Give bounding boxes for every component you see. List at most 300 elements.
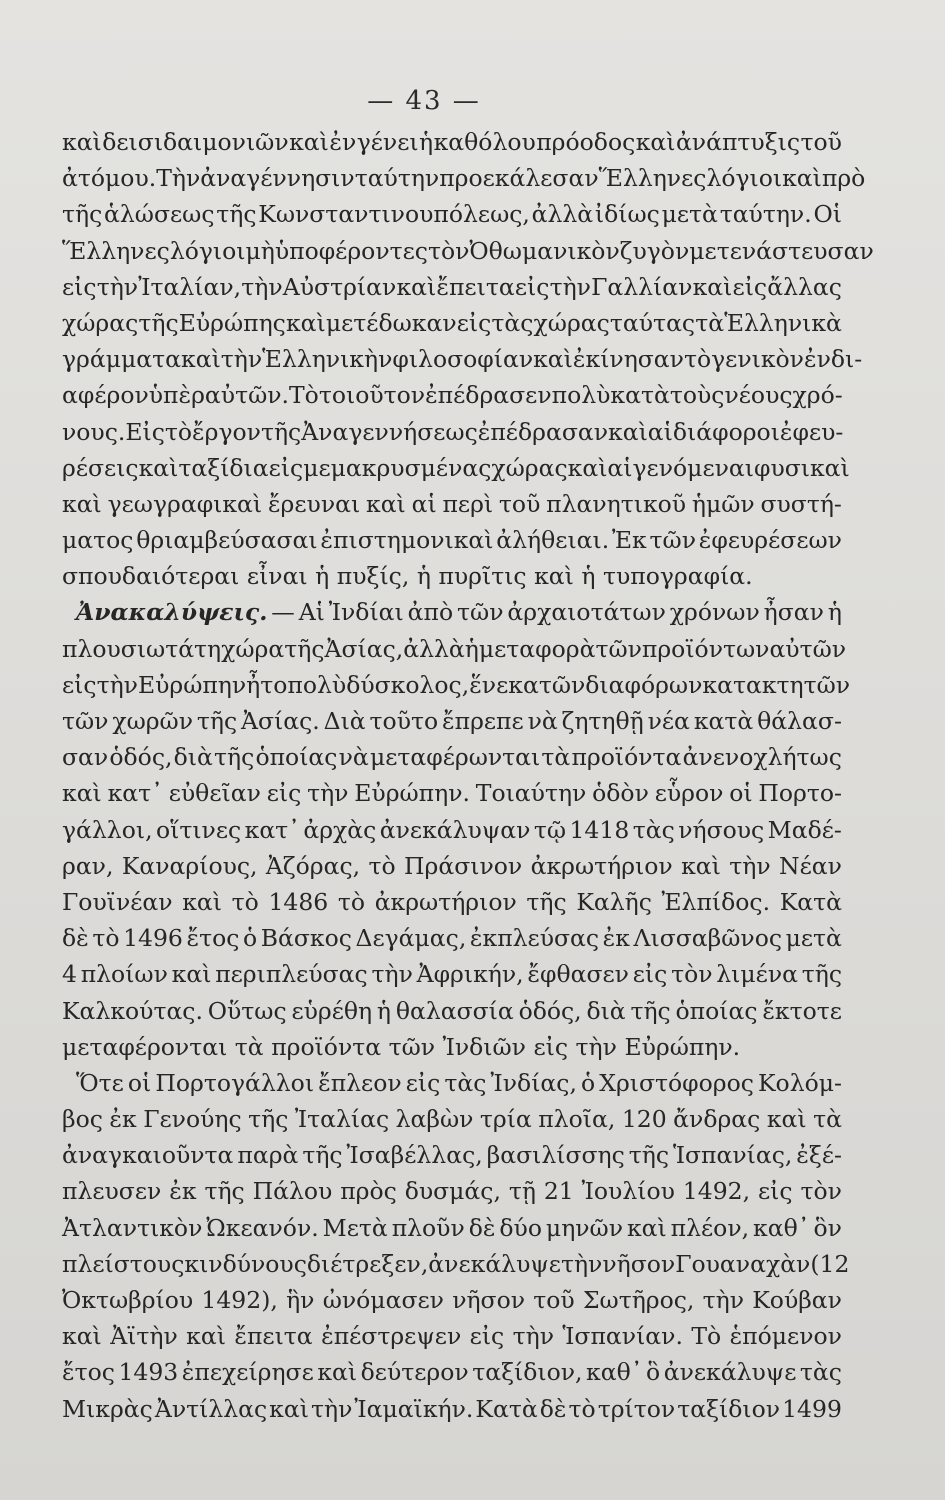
word: Δεγάμας, [355,924,467,953]
word: μετὰ [661,200,718,229]
word: μετέδωκαν [325,308,457,337]
word: καθόλου [433,128,536,156]
word: προεκάλεσαν [439,164,599,193]
word: τὸ [568,1394,596,1423]
word: ἦτο [246,670,288,699]
word: καὶ [533,345,573,374]
word: ὁποίας [255,743,338,772]
word: Τοιαύτην [475,779,587,808]
word: ἀναγκαιοῦντα [62,1141,234,1170]
text-line [62,305,842,341]
word: ἐφευρέσεων [698,526,842,555]
text-line [62,703,842,739]
word: λόγιοι [169,236,246,265]
word: καὶ [285,308,326,337]
word: γένει [356,128,419,156]
word: οἵτινες [155,815,242,844]
word: ἐπιστημονικαὶ [320,526,494,555]
word: τῇ [508,1177,536,1206]
word: τοῦ [800,128,842,156]
text-line [62,1210,842,1246]
word: ταξίδια [178,453,269,482]
word: νους. [62,417,126,446]
word: καὶ [626,1213,667,1242]
word: τῶν [457,598,504,627]
word: φιλοσοφίαν [392,345,534,374]
word: ἔφθασεν [527,960,629,989]
word: καὶ [289,128,329,156]
word: αἱ [607,453,633,482]
word: ἣν [286,1286,315,1314]
word: Ὀθωμανικὸν [469,236,620,265]
word: 1499 [782,1394,842,1423]
word: καὶ [62,1322,102,1351]
word: διαφόρων [585,670,703,699]
word: γράμματα [62,345,182,374]
word: τρία [479,1105,532,1134]
word: 1486 [268,887,329,916]
text-line [62,739,842,775]
word: τῆς [630,996,671,1025]
word: Ἱσπανίας, [672,1141,793,1170]
text-line [62,341,863,377]
word: καὶ [635,128,676,156]
word: ἀνάπτυξις [675,128,801,156]
word: ἀκρωτήριον [374,887,517,916]
word: καὶ [608,417,648,446]
word: εὐθεῖαν [168,779,261,808]
word: ἡ [416,562,431,591]
word: αἱ [647,417,673,446]
word: κατὰ [610,381,670,410]
word: ἡμῶν [691,489,755,518]
word: εἰς [266,779,302,808]
text-line [62,233,874,269]
word: τρίτον [597,1394,676,1423]
word: ἀναγέννησιν [200,164,355,193]
body-text [62,124,874,1427]
word: Πορτογάλλοι [155,1068,315,1097]
word: τὴν [96,272,139,301]
word: νῆσον [602,1249,676,1278]
text-line [62,956,842,992]
word: ἕνεκα [469,670,539,699]
word: τῶν [649,526,696,555]
word: τῆς [216,200,257,229]
word: τὰ [695,308,725,337]
word: Διὰ [323,707,366,735]
word: ἔπειτα [436,272,515,301]
word: ἔτος [186,924,240,953]
word: δυσμάς, [404,1177,501,1206]
word: πλοῖα, [538,1105,616,1134]
word: ζυγὸν [619,236,690,265]
word: τοῦ [533,1286,575,1314]
word: προϊόντα [571,743,682,772]
word: καὶ [269,1394,309,1423]
word: Τὸ [289,381,319,410]
word: μὴ [245,236,275,265]
word: ἀλλὰ [403,634,465,663]
word: ἰδίως [594,200,660,229]
word: καὶ [186,1322,226,1351]
text-line [62,993,842,1029]
word: τὰ [813,1105,842,1134]
word: ταύτην. [719,200,812,229]
word: τυπογραφία. [603,562,753,591]
word: ὁ [242,924,258,953]
word: πλοίων [80,960,168,989]
word: Καναρίους, [121,851,258,880]
word: ἀνεκάλυψε [663,1358,797,1387]
word: τὴν [96,670,138,699]
word: τὰ [234,1032,264,1061]
word: Ἱσπανίαν. [562,1322,683,1351]
word: εἶναι [246,562,308,591]
word: ἔκτοτε [762,996,842,1025]
text-line [62,884,842,920]
word: Ἀτλαντικὸν [62,1213,203,1242]
word: τῆς [260,417,302,446]
word: δεισιδαιμονιῶν [102,128,289,156]
word: εἰς [469,1322,505,1351]
word: καὶ [62,128,102,156]
word: οἱ [729,779,753,808]
word: γενικὸν [711,345,804,374]
word: τὴν [220,345,263,374]
word: διὰ [586,996,626,1025]
word: ἐνδι- [803,345,863,374]
text-line [62,522,842,558]
word: καθ᾽ [586,1358,643,1387]
word: τοιοῦτον [318,381,426,410]
word: Ἰουλίου [581,1177,675,1206]
word: καὶ [62,779,102,808]
word: Γουϊνέαν [62,887,173,916]
word: τῆς [204,1177,245,1206]
text-line [62,1029,842,1065]
word: εἰς [268,453,304,482]
word: ἄλλας [767,272,842,301]
word: 21 [543,1177,574,1206]
word: πλέον, [670,1213,750,1242]
word: πρὸ [821,164,866,193]
word: Ἰταλίαν, [138,272,242,301]
word: τὰς [799,1358,842,1387]
word: Ἀϊτὴν [110,1322,178,1351]
word: εἰς [732,272,768,301]
word: Ὀκτωβρίου [62,1286,194,1314]
word: εὗρον [654,779,724,808]
word: Κολόμ- [758,1068,842,1097]
word: ἦσαν [763,598,824,627]
word: καὶ [782,164,822,193]
word: ἐπέστρεψεν [321,1322,462,1351]
word: χώρας [491,453,568,482]
word: ταύτην [354,164,440,193]
word: τὰς [632,815,675,844]
text-line [62,160,866,196]
word: ὁδός, [109,743,173,772]
word: καὶ [182,887,222,916]
word: ἐκ [109,1105,137,1134]
word: Ἀζόρας, [265,851,361,880]
word: καὶ [681,851,721,880]
word: Πάλου [252,1177,333,1206]
text-line [62,124,842,160]
word: εἰς [533,1032,569,1061]
word: καὶ [317,1358,358,1387]
word: ἔρευναι [267,489,361,518]
word: πρὸς [340,1177,397,1206]
word: Εὐρώπης [178,308,286,337]
word: μετενάστευσαν [689,236,874,265]
word: τῆς [801,960,842,989]
word: τὴν [549,272,591,301]
page-number: — 43 — [367,86,481,116]
text-line [62,1354,842,1390]
word: ἡ [315,562,330,591]
word: εἰς [757,1177,793,1206]
word: Βάσκος [260,924,352,953]
word: Ἀντίλλας [154,1394,268,1423]
word: καὶ [692,272,733,301]
word: ταύτας [609,308,696,337]
word: ὁποίας [675,996,758,1025]
word: τὰς [444,1068,487,1097]
word: ἀκρωτήριον [530,851,673,880]
word: πολὺ [287,670,347,699]
word: ματος [62,526,134,555]
word: νέα [647,707,690,735]
word: Αὐστρίαν [282,272,397,301]
word: δὲ [539,1394,567,1423]
word: Τὴν [156,164,201,193]
word: Ἰαμαϊκήν. [354,1394,474,1423]
word: καὶ [181,345,221,374]
word: εἰς [62,670,97,699]
word: δύσκολος, [346,670,470,699]
word: τῶν [595,634,642,663]
word: χρόνων [669,598,760,627]
word: τὸ [368,851,396,880]
word: ἀρχὰς [303,815,377,844]
word: Μετὰ [322,1213,388,1242]
word: Σωτῆρος, [582,1286,695,1314]
text-line [62,377,842,413]
word: 1492), [201,1286,278,1314]
word: τὸ [231,887,259,916]
word: Ἕλληνες [62,236,170,265]
word: διέτρεξεν, [306,1249,429,1278]
word: χωρῶν [112,707,193,735]
word: τὸν [800,1177,842,1206]
text-line [62,594,842,630]
word: νῆσον [452,1286,526,1314]
word: Νέαν [779,851,842,880]
word: Ἀφρικήν, [416,960,524,989]
word: μεταφέρονται [62,1032,228,1061]
word: ὑποφέροντες [274,236,428,265]
word: ἀνεκάλυψαν [379,815,531,844]
text-line [62,196,842,232]
word: ἡ [419,128,434,156]
word: πλανητικοῦ [546,489,687,518]
word: μηνῶν [545,1213,624,1242]
word: τὸν [427,236,470,265]
word: ὁδός, [518,996,582,1025]
word: Γενούης [143,1105,242,1134]
word: 120 [621,1105,667,1134]
word: 1496 [123,924,183,953]
word: χώρας [62,308,139,337]
text-line [62,450,850,486]
word: Ἰνδίαι [328,598,404,627]
word: ἀλλὰ [531,200,594,229]
word: Ἰνδίας, [490,1068,577,1097]
word: Ἐλπίδος. [661,887,771,916]
word: Γαλλίαν [591,272,693,301]
text-line [62,1282,842,1318]
word: ἀλήθειαι. [496,526,610,555]
word: τὴν [560,1249,603,1278]
word: 1493 [118,1358,179,1387]
word: τὴν [575,1032,617,1061]
text-line [62,1246,850,1282]
text-line [62,631,847,667]
word: τῆς [302,1141,343,1170]
text-line [62,920,842,956]
word: ὃν [813,1213,842,1242]
word: πολὺ [551,381,611,410]
word: τὴν [729,851,771,880]
word: τῆς [526,887,567,916]
word: κατ᾽ [244,815,300,844]
word: ἐκπλεύσας [469,924,600,953]
word: πλουσιωτάτη [62,634,222,663]
word: τὰς [491,308,534,337]
word: ὑπὲρ [148,381,205,410]
word: ἄνδρας [673,1105,761,1134]
word: κατ᾽ [107,779,163,808]
word: ταξίδιον [677,1394,781,1423]
word: τῆς [62,200,103,229]
word: παρὰ [237,1141,299,1170]
word: Μαδέ- [767,815,842,844]
word: θριαμβεύσασαι [136,526,318,555]
word: γενόμεναι [632,453,754,482]
word: νέους [724,381,793,410]
word: Ἀσίας, [324,634,404,663]
word: καθ᾽ [753,1213,810,1242]
word: ὁ [581,1068,596,1097]
word: ἔπειτα [234,1322,313,1351]
word: εἰς [62,272,97,301]
word: τὴν [371,960,413,989]
word: γάλλοι, [62,815,153,844]
word: Ὅτε [76,1068,124,1097]
word: ταξίδιον, [472,1358,583,1387]
word: Πορτο- [758,779,842,808]
word: δεύτερον [360,1358,469,1387]
text-line [62,1173,842,1209]
word: αφέρον [62,381,149,410]
word: Ὠκεανόν. [206,1213,319,1242]
word: Ἰταλίας [294,1105,390,1134]
word: εὑρέθη [291,996,373,1025]
text-line [62,667,851,703]
word: Ἀναγεννήσεως [301,417,478,446]
word: ἔτος [62,1358,115,1387]
word: Χριστόφορος [599,1068,754,1097]
word: Ἀσίας. [241,707,320,735]
word: Μικρὰς [62,1394,153,1423]
word: φυσικαὶ [754,453,850,482]
word: τὸ [337,887,366,916]
word: καὶ [534,562,574,591]
section-heading: Ἀνακαλύψεις. [76,598,268,627]
word: καὶ [62,489,102,518]
word: καὶ [567,453,608,482]
word: ἐπέδρασαν [477,417,609,446]
word: περὶ [442,489,494,518]
word: ἁλώσεως [104,200,215,229]
word: Κατὰ [779,887,842,916]
word: ρέσεις [62,453,139,482]
word: τὴν [310,1394,353,1423]
word: τῆς [214,743,255,772]
word: Εἰς [125,417,165,446]
word: ἡ [376,996,392,1025]
word: δὲ [468,1213,496,1242]
word: τὴν [307,779,349,808]
word: ἡ [827,598,842,627]
word: Εὐρώπην. [354,779,470,808]
word: ζητηθῇ [561,707,644,735]
word: τὴν [512,1322,554,1351]
word: τῆς [196,707,238,735]
word: ἔργον [192,417,261,446]
word: ὠνόμασεν [322,1286,444,1314]
word: τῆς [248,1105,289,1134]
text-line [62,1065,842,1101]
word: χρό- [792,381,843,410]
word: τῆς [138,308,179,337]
word: Κούβαν [752,1286,842,1314]
text-line [62,1391,842,1427]
word: — [271,598,295,627]
word: δὲ [62,924,89,953]
word: καὶ [766,1105,807,1134]
word: ἐκίνησαν [572,345,684,374]
word: εἰς [456,308,492,337]
word: σπουδαιότεραι [62,562,240,591]
word: (12 [810,1249,850,1278]
word: τῶν [538,670,586,699]
text-line [62,1101,842,1137]
word: ἀνενοχλήτως [682,743,842,772]
word: ὁδὸν [592,779,649,808]
word: Ἑλληνικὴν [262,345,393,374]
word: κατὰ [693,707,754,735]
word: οἱ [127,1068,152,1097]
word: καὶ [138,453,179,482]
word: καὶ [396,272,437,301]
word: ἐξέ- [796,1141,842,1170]
word: μετὰ [785,924,842,953]
word: τῆς [628,1141,669,1170]
word: 1492, [682,1177,751,1206]
